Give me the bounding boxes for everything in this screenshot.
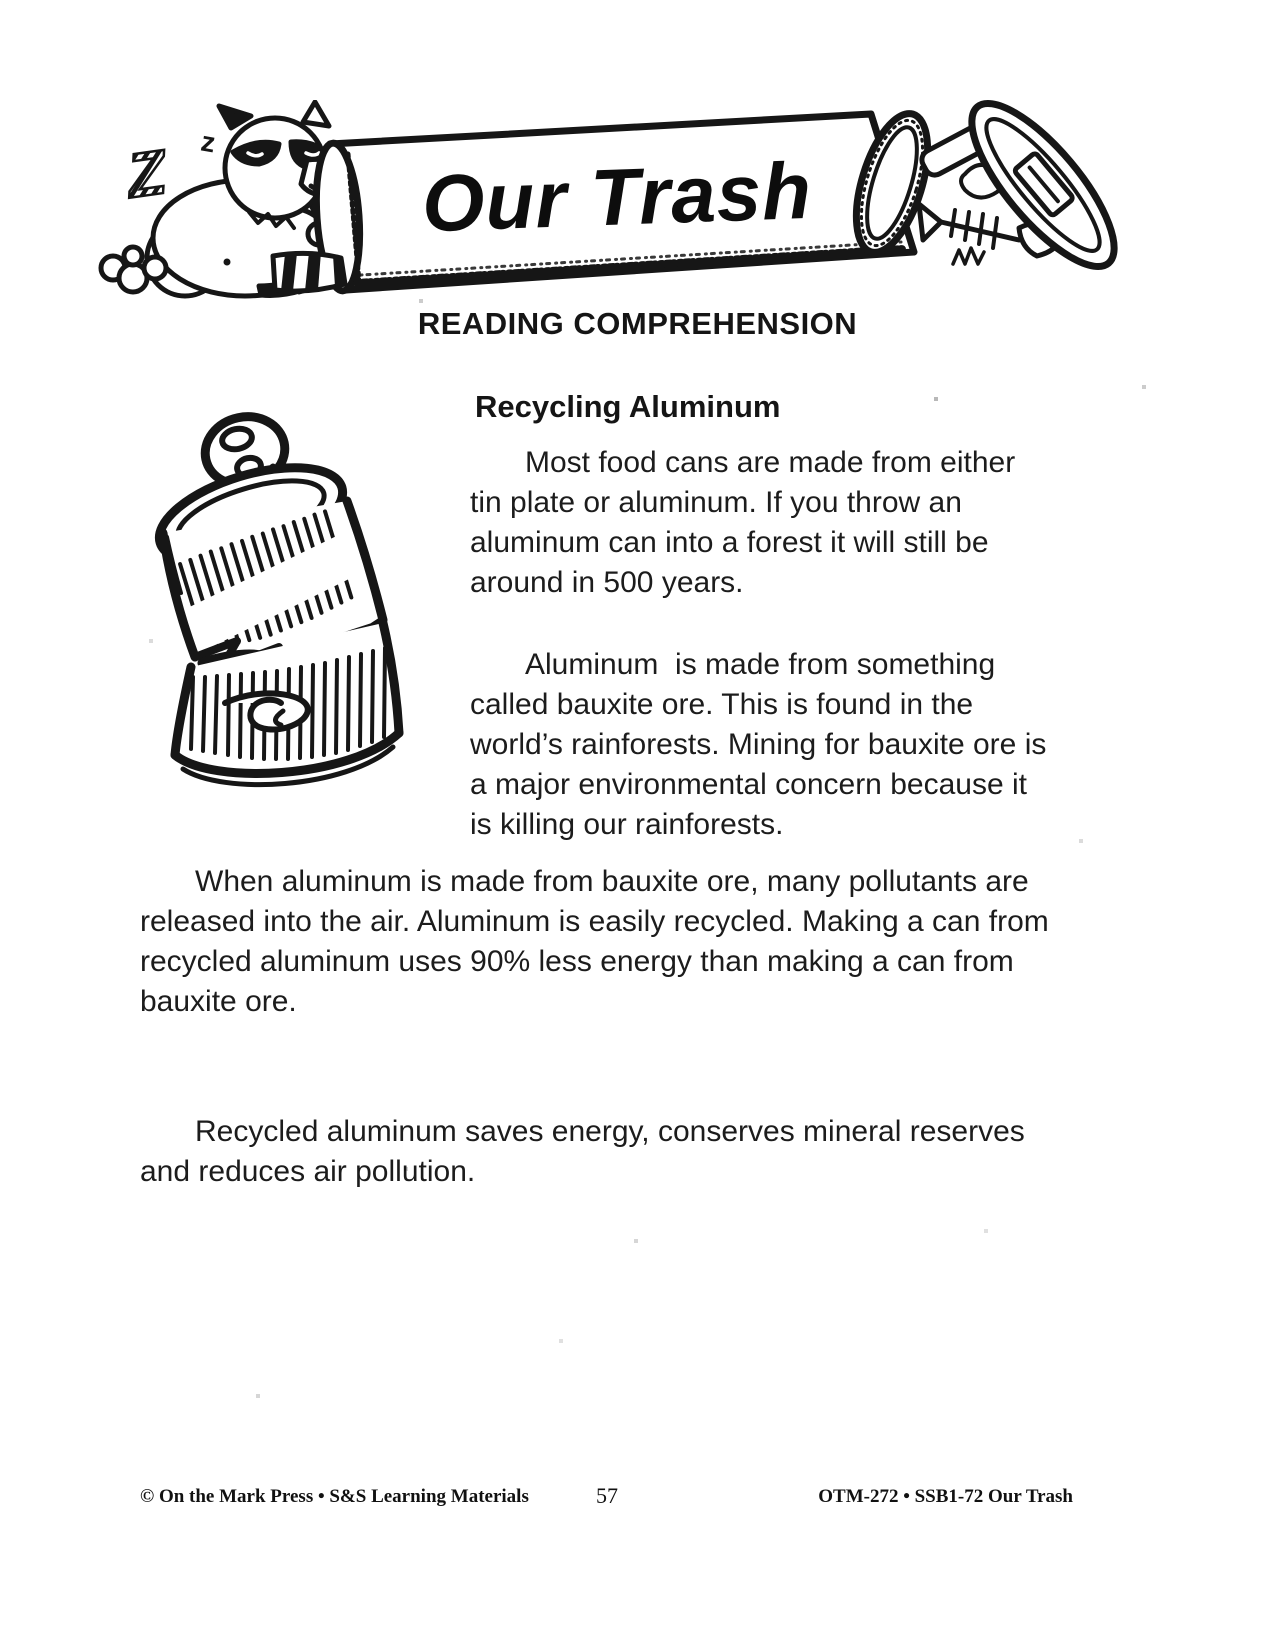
- scan-noise: [0, 0, 2, 2]
- footer-code: OTM-272 • SSB1-72 Our Trash: [818, 1486, 1073, 1507]
- paragraph: Most food cans are made from either tin plate or aluminum. If you throw an aluminum can into a forest it will still be around in 500 years.: [470, 446, 1024, 599]
- section-heading: READING COMPREHENSION: [417, 306, 858, 341]
- footer-copyright: © On the Mark Press • S&S Learning Materials: [140, 1486, 529, 1507]
- crushed-can-icon: [133, 405, 443, 795]
- page-number: 57: [596, 1483, 618, 1508]
- article-title: Recycling Aluminum: [475, 389, 781, 424]
- sleep-z-large: Z: [122, 137, 171, 212]
- paragraph: Aluminum is made from something called bauxite ore. This is found in the world’s rainforests. Mining for bauxite ore is a major environmental concern because it is killing our rainforests.: [470, 648, 1055, 841]
- paragraph: When aluminum is made from bauxite ore, many pollutants are released into the air. Aluminum is easily recycled. Making a can from recycled aluminum uses 90% less energy than making a can from bauxite ore.: [140, 865, 1058, 1018]
- crushed-can-illustration: [133, 405, 443, 795]
- raccoon-tail: [273, 252, 345, 291]
- sleep-z-small: z: [198, 125, 218, 159]
- trash-can-lid: [950, 100, 1135, 286]
- paragraph: Recycled aluminum saves energy, conserves mineral reserves and reduces air pollution.: [140, 1115, 1034, 1188]
- title-banner: [85, 100, 1135, 300]
- banner-title: Our Trash: [420, 145, 814, 249]
